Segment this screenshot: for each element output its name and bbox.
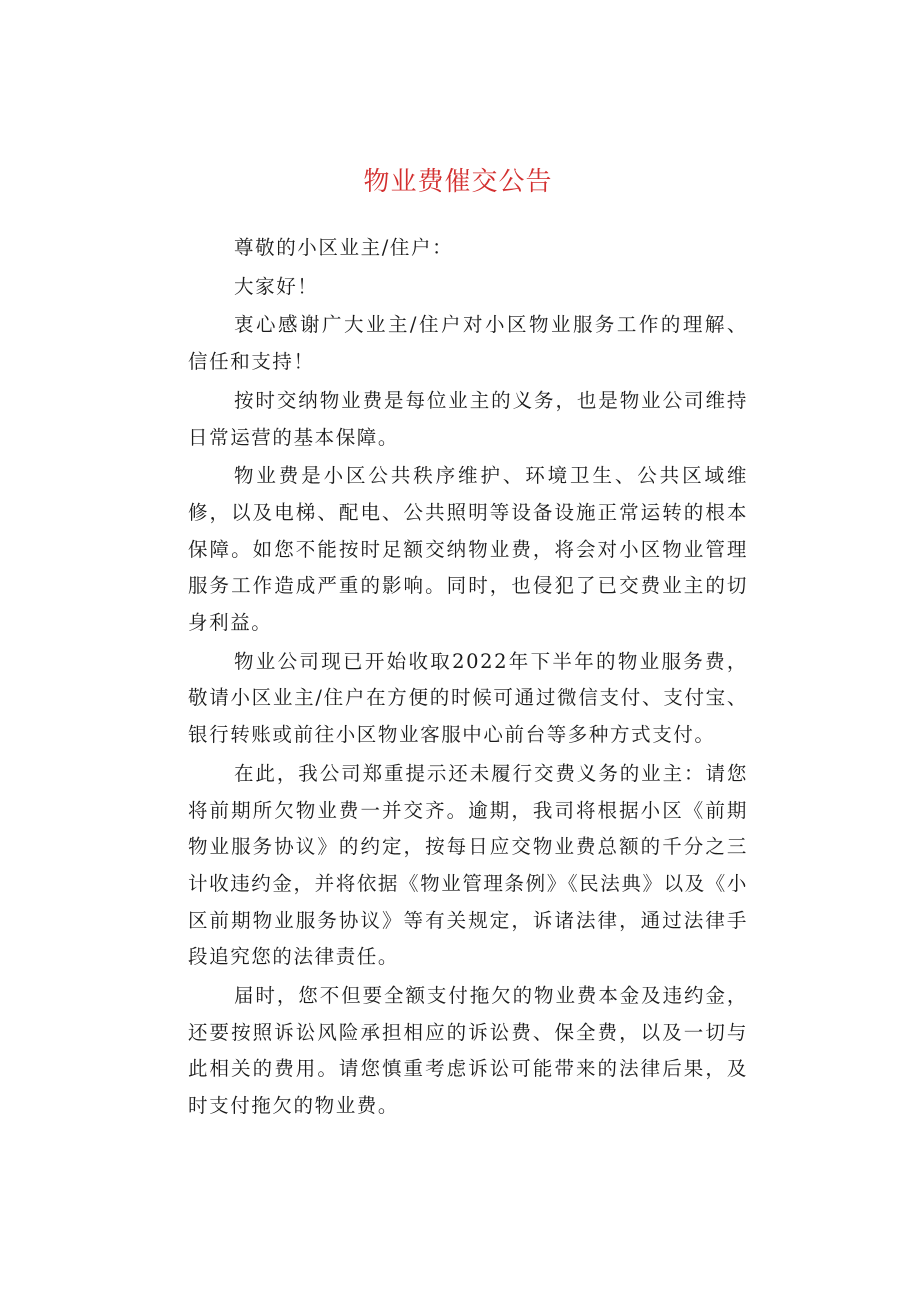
salutation: 尊敬的小区业主/住户： bbox=[234, 236, 454, 259]
paragraph-fee-purpose: 物业费是小区公共秩序维护、环境卫生、公共区域维修，以及电梯、配电、公共照明等设备设施正常运转的根本保障。如您不能按时足额交纳物业费，将会对小区物业管理服务工作造成严重的影响。同时，也侵犯了已交费业主的切身利益。 bbox=[188, 464, 748, 635]
page-title: 物业费催交公告 bbox=[363, 167, 553, 197]
paragraph-obligation: 按时交纳物业费是每位业主的义务，也是物业公司维持日常运营的基本保障。 bbox=[188, 388, 748, 449]
document-body bbox=[188, 230, 748, 1127]
greeting: 大家好！ bbox=[234, 274, 319, 298]
paragraph-consequences: 届时，您不但要全额支付拖欠的物业费本金及违约金，还要按照诉讼风险承担相应的诉讼费、保全费，以及一切与此相关的费用。请您慎重考虑诉讼可能带来的法律后果，及时支付拖欠的物业费。 bbox=[188, 984, 748, 1118]
paragraph-collection-notice: 物业公司现已开始收取2022年下半年的物业服务费，敬请小区业主/住户在方便的时候可通过微信支付、支付宝、银行转账或前往小区物业客服中心前台等多种方式支付。 bbox=[188, 649, 748, 747]
paragraph-thanks: 衷心感谢广大业主/住户对小区物业服务工作的理解、信任和支持！ bbox=[188, 313, 748, 374]
paragraph-legal-warning: 在此，我公司郑重提示还未履行交费义务的业主：请您将前期所欠物业费一并交齐。逾期，我司将根据小区《前期物业服务协议》的约定，按每日应交物业费总额的千分之三计收违约金，并将依据《物业管理条例》《民法典》以及《小区前期物业服务协议》等有关规定，诉诸法律，通过法律手段追究您的法律责任。 bbox=[188, 761, 748, 969]
